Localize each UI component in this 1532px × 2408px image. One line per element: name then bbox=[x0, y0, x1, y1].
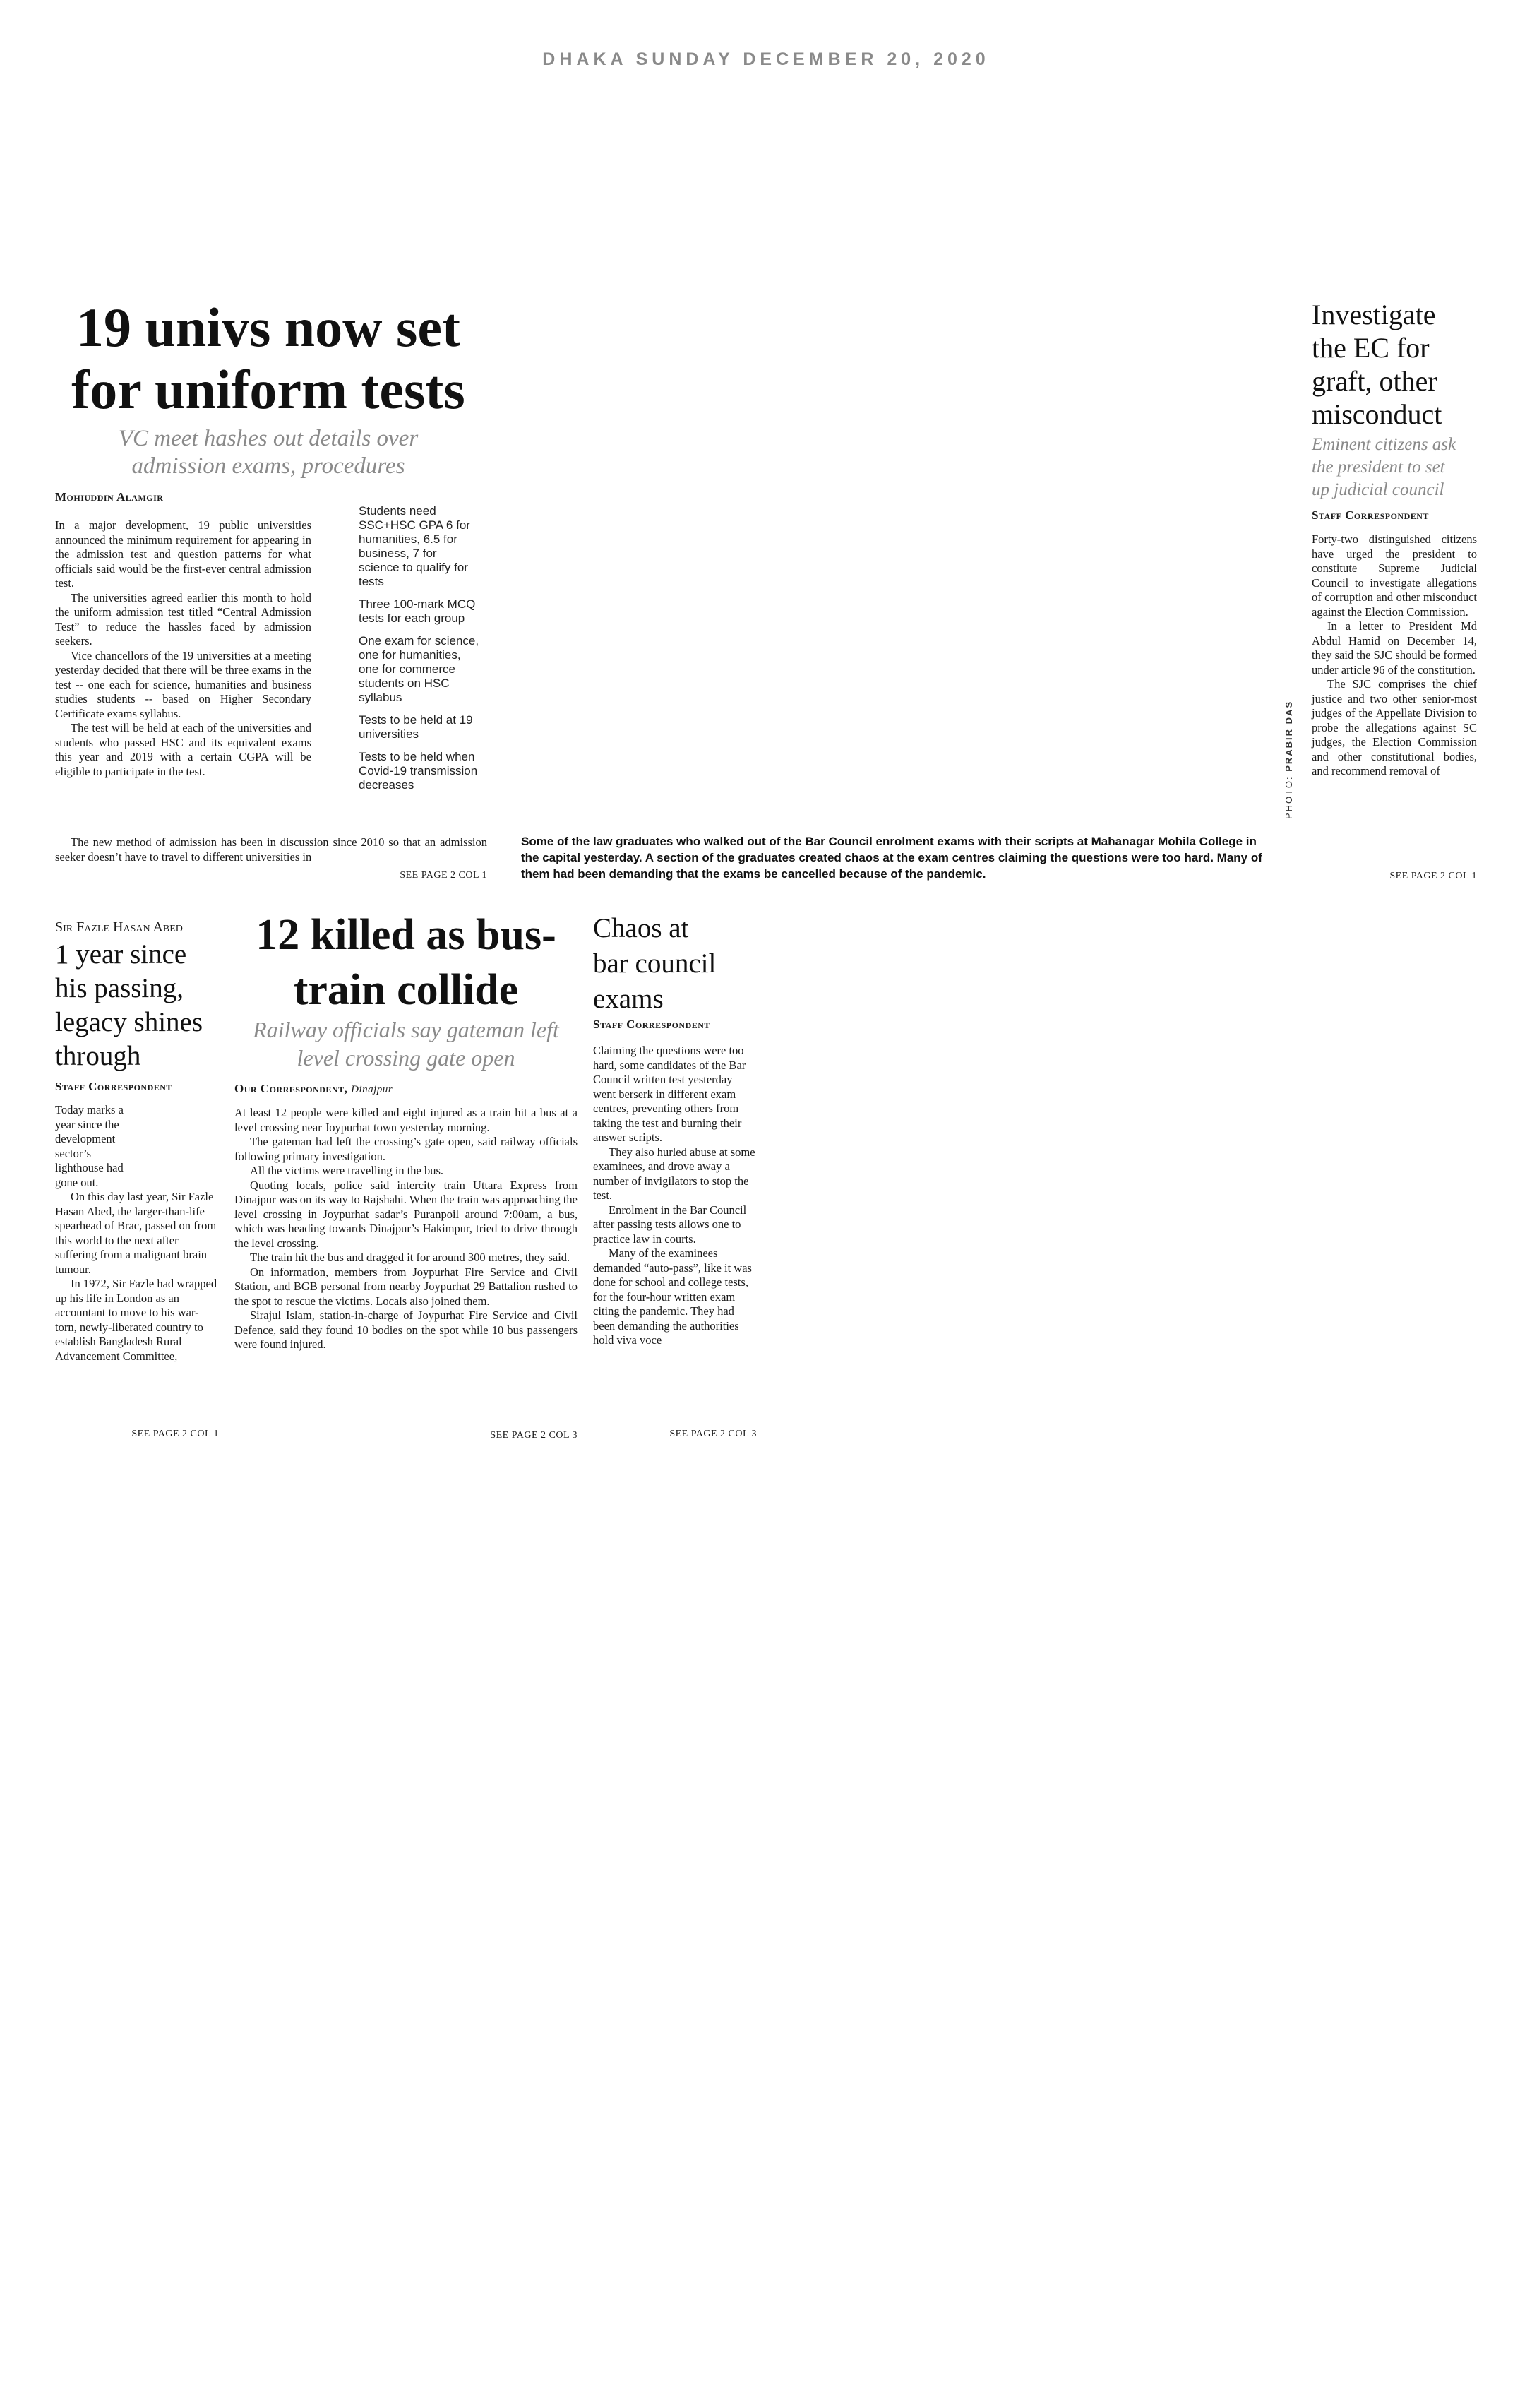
story5-headline-line: bar council bbox=[593, 948, 717, 979]
story1-byline: Mohiuddin Alamgir bbox=[55, 490, 164, 503]
story4-paragraph: Sirajul Islam, station-in-charge of Joypurhat Fire Service and Civil Defence, said they found 10 bodies on the spot while 10 bus passengers were found injured. bbox=[234, 1309, 578, 1351]
story2-body bbox=[1312, 532, 1477, 779]
photo-caption: Some of the law graduates who walked out of the Bar Council enrolment exams with their scripts at Mahanagar Mohila College in the capital yesterday. A section of the graduates created chaos at the exam centres claiming the questions were too hard. Many of them had been demanding that the exams be cancelled because of the pandemic. bbox=[521, 835, 1262, 881]
story4-see-page: SEE PAGE 2 COL 3 bbox=[490, 1430, 578, 1441]
story3-byline: Staff Correspondent bbox=[55, 1080, 172, 1093]
story1-deck-line2: admission exams, procedures bbox=[131, 453, 405, 479]
story5-paragraph: They also hurled abuse at some examinees, and drove away a number of invigilators to stop the test. bbox=[593, 1145, 755, 1202]
story1-paragraph: The universities agreed earlier this month to hold the uniform admission test titled “Central Admission Test” to reduce the hassles faced by admission seekers. bbox=[55, 590, 311, 648]
story2-headline-line: graft, other bbox=[1312, 365, 1437, 397]
story2-see-page: SEE PAGE 2 COL 1 bbox=[1389, 871, 1477, 881]
story2-byline: Staff Correspondent bbox=[1312, 508, 1429, 522]
story5-paragraph: Enrolment in the Bar Council after passing tests allows one to practice law in courts. bbox=[593, 1203, 747, 1246]
story4-paragraph: The gateman had left the crossing’s gate open, said railway officials following primary investigation. bbox=[234, 1135, 578, 1163]
story4-headline bbox=[233, 907, 579, 1018]
story4-byline-place: Dinajpur bbox=[351, 1084, 393, 1095]
factbox-item: Tests to be held at 19 universities bbox=[359, 713, 473, 741]
story4-paragraph: At least 12 people were killed and eight injured as a train hit a bus at a level crossing near Joypurhat town yesterday morning. bbox=[234, 1106, 578, 1134]
story2-deck-line: the president to set bbox=[1312, 458, 1445, 477]
factbox-item: One exam for science, one for humanities, one for commerce students on HSC syllabus bbox=[359, 634, 479, 704]
story2-deck-line: Eminent citizens ask bbox=[1312, 435, 1456, 454]
story4-paragraph: Quoting locals, police said intercity train Uttara Express from Dinajpur was on its way to Rajshahi. When the train was approaching the level crossing in Joypurhat sadar’s Puranpoil around 7:00am, a bus, which was heading towards Dinajpur’s Hakimpur, tried to drive through the level crossing. bbox=[234, 1178, 578, 1250]
story2-headline-line: the EC for bbox=[1312, 332, 1430, 364]
story4-paragraph: All the victims were travelling in the bus. bbox=[250, 1164, 444, 1177]
story1-body-bottom bbox=[55, 835, 487, 864]
story4-body bbox=[234, 1106, 578, 1352]
story1-headline-line2: for uniform tests bbox=[71, 359, 465, 420]
story2-headline-line: misconduct bbox=[1312, 398, 1442, 430]
story3-paragraph: Today marks a year since the development sector’s lighthouse had gone out. bbox=[55, 1103, 124, 1189]
story3-body bbox=[55, 1103, 217, 1364]
story4-deck bbox=[233, 1015, 579, 1072]
story3-headline-line: his passing, bbox=[55, 973, 184, 1003]
story3-kicker: Sir Fazle Hasan Abed bbox=[55, 919, 183, 935]
story5-body bbox=[593, 1044, 757, 1348]
story5-byline: Staff Correspondent bbox=[593, 1018, 710, 1031]
story1-headline bbox=[42, 297, 494, 421]
story2-deck bbox=[1312, 434, 1488, 501]
story3-headline bbox=[55, 938, 225, 1073]
story1-paragraph: The new method of admission has been in discussion since 2010 so that an admission seeker doesn’t have to travel to different universities in bbox=[55, 835, 487, 864]
factbox-item: Tests to be held when Covid-19 transmission decreases bbox=[359, 750, 478, 792]
story1-paragraph: The test will be held at each of the universities and students who passed HSC and its equivalent exams this year and 2019 with a certain CGPA will be eligible to participate in the test. bbox=[55, 721, 311, 778]
story5-headline-line: exams bbox=[593, 984, 664, 1014]
story1-see-page: SEE PAGE 2 COL 1 bbox=[400, 870, 487, 881]
story5-headline-line: Chaos at bbox=[593, 913, 689, 943]
photo-credit-name: PRABIR DAS bbox=[1283, 700, 1294, 772]
story2-paragraph: Forty-two distinguished citizens have urged the president to constitute Supreme Judicial Council to investigate allegations of corruption and other misconduct against the Election Commission. bbox=[1312, 532, 1477, 619]
story2-deck-line: up judicial council bbox=[1312, 480, 1444, 499]
story4-byline bbox=[234, 1082, 393, 1096]
story2-headline-line: Investigate bbox=[1312, 299, 1436, 330]
story1-factbox bbox=[359, 504, 480, 801]
story4-byline-text: Our Correspondent, bbox=[234, 1082, 348, 1095]
story4-headline-line1: 12 killed as bus- bbox=[256, 911, 556, 959]
story3-headline-line: legacy shines bbox=[55, 1007, 203, 1037]
story4-paragraph: On information, members from Joypurhat Fire Service and Civil Station, and BGB personal from nearby Joypurhat 29 Battalion rushed to the spot to rescue the victims. Locals also joined them. bbox=[234, 1265, 578, 1308]
story3-headline-line: 1 year since bbox=[55, 939, 187, 970]
factbox-item: Three 100-mark MCQ tests for each group bbox=[359, 597, 476, 625]
story1-deck bbox=[42, 425, 494, 480]
photo-credit bbox=[1283, 701, 1294, 819]
photo-credit-prefix: PHOTO: bbox=[1283, 771, 1294, 819]
story3-paragraph: On this day last year, Sir Fazle Hasan Abed, the larger-than-life spearhead of Brac, passed on from this world to the next after suffering from a malignant brain tumour. bbox=[55, 1190, 217, 1276]
story5-see-page: SEE PAGE 2 COL 3 bbox=[669, 1429, 757, 1439]
story4-paragraph: The train hit the bus and dragged it for around 300 metres, they said. bbox=[250, 1251, 570, 1264]
story3-headline-line: through bbox=[55, 1041, 141, 1071]
story1-paragraph: In a major development, 19 public universities announced the minimum requirement for appearing in the admission test and question patterns for what officials said would be the first-ever central admission test. bbox=[55, 518, 311, 590]
story3-paragraph: In 1972, Sir Fazle had wrapped up his life in London as an accountant to move to his war-torn, newly-liberated country to establish Bangladesh Rural Advancement Committee, bbox=[55, 1277, 217, 1363]
story5-paragraph: Claiming the questions were too hard, some candidates of the Bar Council written test yesterday went berserk in different exam centres, preventing others from taking the test and burning their answer scripts. bbox=[593, 1044, 746, 1144]
story4-deck-line2: level crossing gate open bbox=[297, 1045, 515, 1071]
story1-deck-line1: VC meet hashes out details over bbox=[118, 426, 419, 451]
story1-body-top bbox=[55, 518, 311, 779]
story2-headline bbox=[1312, 298, 1488, 431]
story4-headline-line2: train collide bbox=[293, 966, 519, 1014]
story4-deck-line1: Railway officials say gateman left bbox=[253, 1017, 559, 1042]
story5-paragraph: Many of the examinees demanded “auto-pass”, like it was done for school and college tests, for the four-hour written exam citing the pandemic. They had been demanding the authorities hold viva voce bbox=[593, 1246, 752, 1347]
story2-paragraph: In a letter to President Md Abdul Hamid on December 14, they said the SJC should be formed under article 96 of the constitution. bbox=[1312, 619, 1477, 676]
story1-headline-line1: 19 univs now set bbox=[76, 297, 460, 358]
story1-paragraph: Vice chancellors of the 19 universities at a meeting yesterday decided that there will be three exams in the test -- one each for science, humanities and business studies students -- based on Higher Secondary Certificate exams syllabus. bbox=[55, 648, 311, 720]
story3-see-page: SEE PAGE 2 COL 1 bbox=[131, 1429, 219, 1439]
dateline: DHAKA SUNDAY DECEMBER 20, 2020 bbox=[542, 49, 990, 69]
story5-headline bbox=[593, 911, 762, 1017]
factbox-item: Students need SSC+HSC GPA 6 for humanities, 6.5 for business, 7 for science to qualify for tests bbox=[359, 504, 470, 588]
story2-paragraph: The SJC comprises the chief justice and two other senior-most judges of the Appellate Division to probe the allegations against SC judges, the Election Commission and other constitutional bodies, and recommend removal of bbox=[1312, 677, 1477, 777]
